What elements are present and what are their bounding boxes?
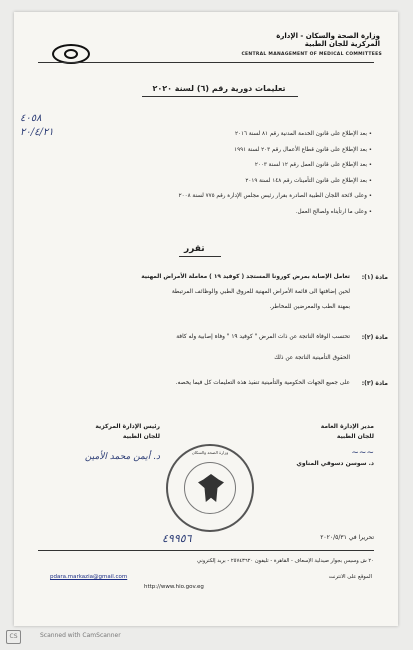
official-seal-icon (166, 444, 254, 532)
handwritten-number: ٤٠٥٨ (20, 113, 42, 124)
article-label: مادة (١): (361, 274, 388, 281)
article-label: مادة (٢): (361, 334, 388, 341)
article-line: على جميع الجهات الحكومية والتأمينية تنفيذ هذه التعليمات كل فيما يخصه. (175, 380, 350, 386)
article-3 (48, 376, 388, 391)
preamble-item: • بعد الإطلاع على قانون العمل رقم ١٢ لسنة ٢٠٠٣ (72, 158, 372, 174)
camscanner-icon: CS (6, 630, 21, 644)
scanner-caption: Scanned with CamScanner (40, 632, 121, 639)
article-line: بمهنة الطب والمعرضين للمخاطر. (269, 304, 350, 310)
signature-title: للجان الطبية (336, 433, 374, 440)
preamble-item: • وعلى ما ارتأيناه ولصالح العمل. (72, 205, 372, 221)
preamble-list (72, 127, 372, 220)
document-page (14, 12, 398, 626)
org-name-arabic: وزارة الصحة والسكان - الإدارة المركزية للجان الطبية (276, 32, 380, 48)
article-line: تعامل الإصابة بمرض كورونا المستجد ( كوفيد ١٩ ) معاملة الأمراض المهنية (141, 274, 350, 280)
article-2 (48, 330, 388, 366)
signature-name: د. أيمن محمد الأمين (84, 452, 160, 462)
signature-left (50, 422, 160, 462)
issue-date: تحريرا في ٢٠٢٠/٥/٣١ (320, 534, 374, 541)
preamble-item: • بعد الإطلاع على قانون التأمينات رقم ١٤٨ لسنة ٢٠١٩ (72, 174, 372, 190)
preamble-item: • وعلى لائحة اللجان الطبية الصادرة بقرار رئيس مجلس الإدارة رقم ٧٧٥ لسنة ٢٠٠٨ (72, 189, 372, 205)
org-name-english: CENTRAL MANAGEMENT OF MEDICAL COMMITTEES (241, 52, 382, 57)
article-line: لحين إضافتها الى قائمة الأمراض المهنية للعروق الطبي والوظائف المرتبطة (171, 289, 350, 295)
handwritten-date: ٢٠/٤/٢١ (20, 127, 54, 138)
footer-website-link[interactable]: http://www.hio.gov.eg (144, 584, 204, 590)
seal-text: وزارة الصحة والسكان (191, 450, 229, 455)
signature-right (264, 422, 374, 467)
ministry-logo-icon (52, 44, 90, 64)
article-line: الحقوق التأمينية الناتجة عن ذلك (274, 355, 350, 361)
memo-title-underline (142, 96, 298, 97)
header-divider (38, 62, 374, 63)
stamp-number: ٤٩٩٥٦ (162, 532, 192, 545)
preamble-item: • بعد الإطلاع على قانون قطاع الأعمال رقم ٢٠٣ لسنة ١٩٩١ (72, 143, 372, 159)
signature-scribble: ~~~ (351, 448, 374, 458)
footer-email-link[interactable]: pdara.markazia@gmail.com (50, 574, 128, 580)
article-line: تحتسب الوفاة الناتجة عن ذات المرض " كوفيد ١٩ " وفاة إصابية وله كافة (176, 334, 350, 340)
article-label: مادة (٣): (361, 380, 388, 387)
signature-name: د. سوسن دسوقي المناوي (296, 460, 374, 467)
article-1 (48, 270, 388, 315)
handwritten-reference (20, 112, 68, 164)
footer-divider (38, 550, 374, 551)
signature-title: للجان الطبية (122, 433, 160, 440)
preamble-item: • بعد الإطلاع على قانون الخدمة المدنية رقم ٨١ لسنة ٢٠١٦ (72, 127, 372, 143)
decision-heading: تقرر (184, 244, 205, 254)
decision-underline (179, 256, 221, 257)
signature-title: رئيس الإدارة المركزية (95, 423, 160, 430)
signature-title: مدير الإدارة العامة (320, 423, 374, 430)
footer-web-label: الموقع على الانترنت (328, 574, 372, 580)
memo-title: تعليمات دورية رقم (٦) لسنة ٢٠٢٠ (152, 84, 286, 93)
footer-address: ٢٠ ش وسيس بجوار صيدلية الإسعاف - القاهرة - تليفون ٢٥٧٤٣٦٢٠ - بريد إلكتروني (197, 558, 374, 564)
